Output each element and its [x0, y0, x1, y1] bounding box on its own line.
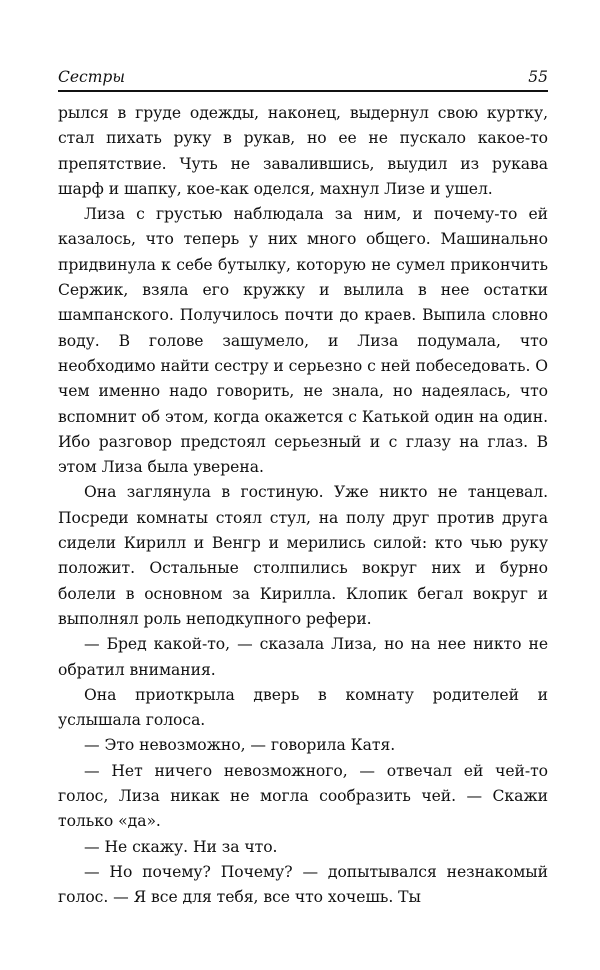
dialogue-line: — Не скажу. Ни за что. [84, 837, 278, 856]
paragraph: Лиза с грустью наблюдала за ним, и почему-то ей казалось, что теперь у них много общего. Машинально придвинула к себе бутылку, которую не сумел прикончить Сержик, взяла его кружку и вылила в нее остатки шампанского. Получилось почти до краев. Выпила словно воду. В голове зашумело, и Лиза подумала, что необходимо найти сестру и серьезно с ней побеседовать. О чем именно надо говорить, не знала, но надеялась, что вспомнит об этом, когда окажется с Катькой один на один. Ибо разговор предстоял серьезный и с глазу на глаз. В этом Лиза была уверена. [58, 205, 548, 477]
book-page [58, 62, 548, 911]
dialogue-line: — Но почему? Почему? — допытывался незнакомый голос. — Я все для тебя, все что хочешь. Ты [58, 862, 548, 907]
paragraph: Она приоткрыла дверь в комнату родителей и услышала голоса. [58, 685, 548, 730]
running-header [58, 62, 548, 92]
paragraph: рылся в груде одежды, наконец, выдернул свою куртку, стал пихать руку в рукав, но ее не пускало какое-то препятствие. Чуть не завалившись, выудил из рукава шарф и шапку, кое-как оделся, махнул Лизе и ушел. [58, 104, 548, 198]
page-body [58, 101, 548, 911]
paragraph: Она заглянула в гостиную. Уже никто не танцевал. Посреди комнаты стоял стул, на полу друг против друга сидели Кирилл и Венгр и мерились силой: кто чью руку положит. Остальные столпились вокруг них и бурно болели в основном за Кирилла. Клопик бегал вокруг и выполнял роль неподкупного рефери. [58, 483, 548, 628]
dialogue-line: — Это невозможно, — говорила Катя. [84, 736, 396, 755]
page-number: 55 [528, 68, 548, 86]
dialogue-line: — Нет ничего невозможного, — отвечал ей чей-то голос, Лиза никак не могла сообразить чей. — Скажи только «да». [58, 761, 548, 831]
chapter-title: Сестры [58, 68, 125, 86]
dialogue-line: — Бред какой-то, — сказала Лиза, но на нее никто не обратил внимания. [58, 635, 548, 679]
